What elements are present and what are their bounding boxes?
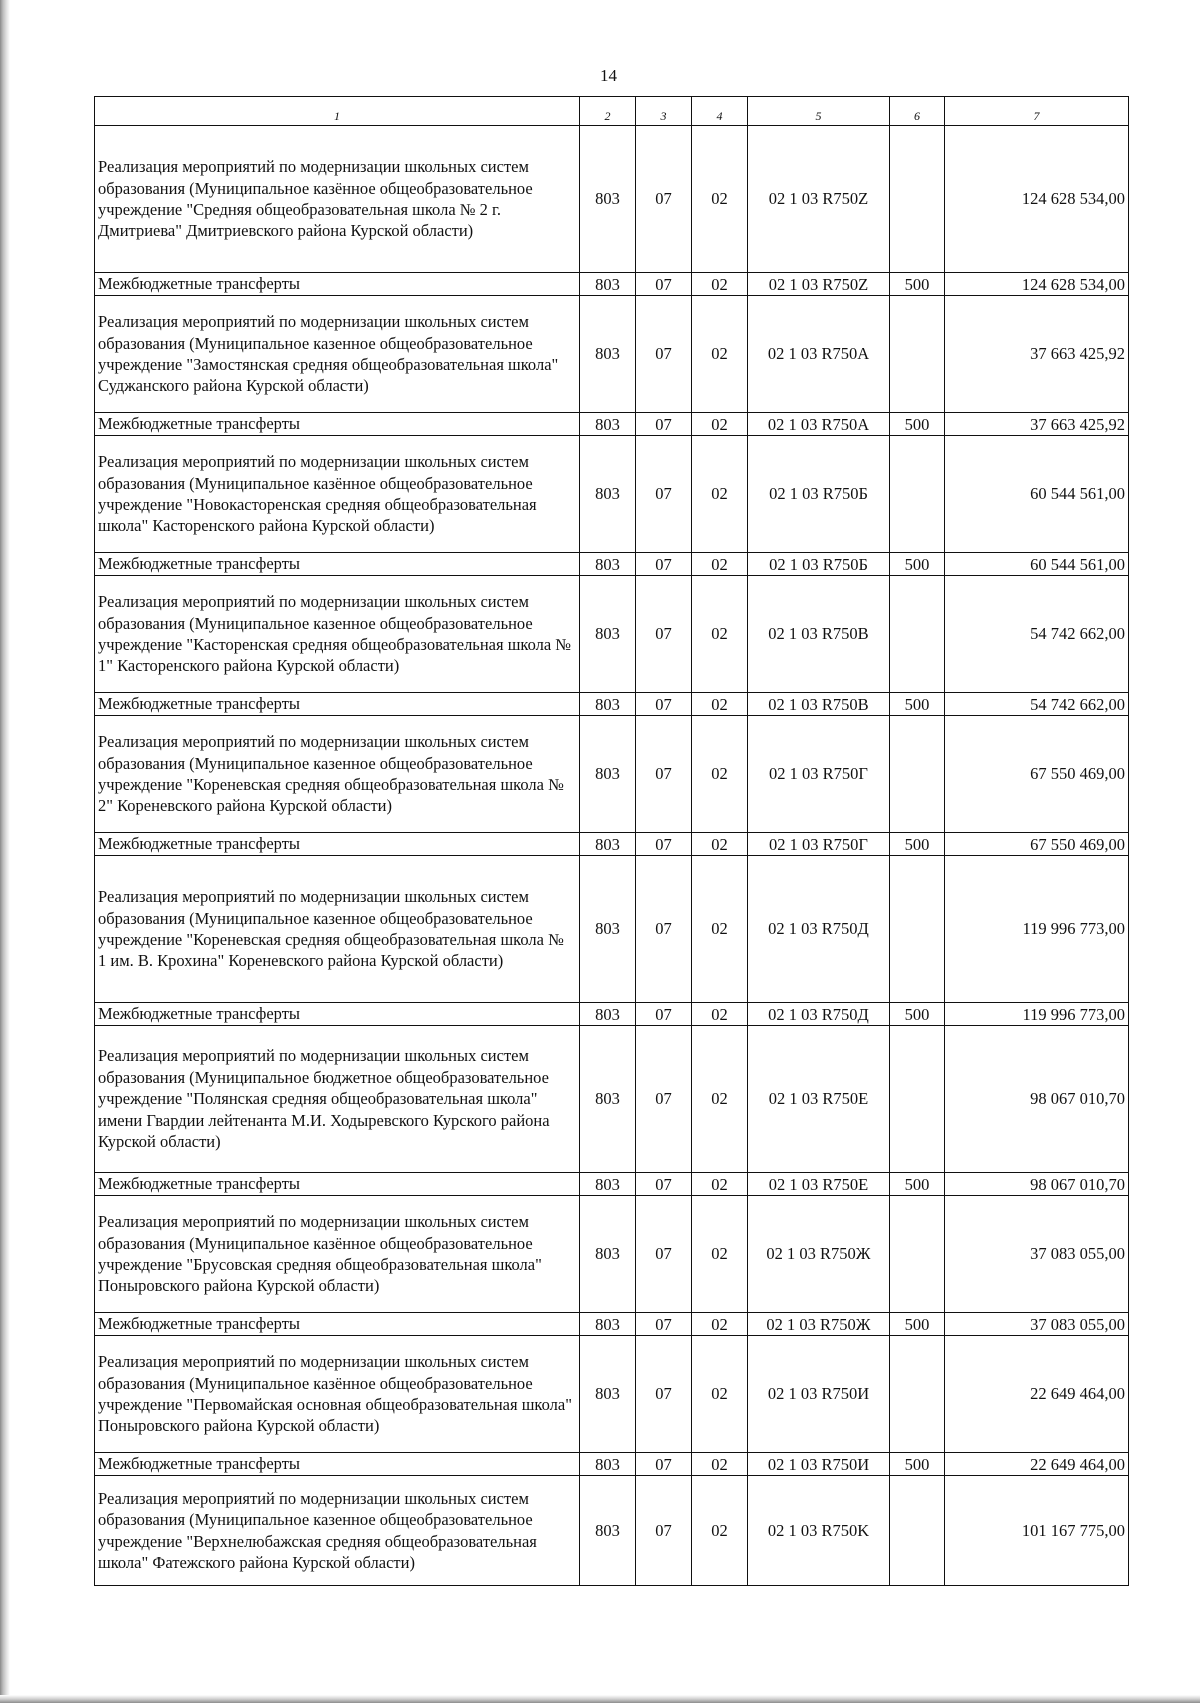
column-number-header: 2 [580,97,636,126]
row-description: Межбюджетные трансферты [95,273,580,296]
program-row [95,126,1129,273]
target-article-code: 02 1 03 R750Б [748,436,890,553]
interbudget-transfer-row [95,1453,1129,1476]
program-row [95,576,1129,693]
expense-type-code: 500 [890,1003,945,1026]
target-article-code: 02 1 03 R750Z [748,126,890,273]
interbudget-transfer-row [95,1313,1129,1336]
section-code: 07 [636,716,692,833]
subsection-code: 02 [692,1453,748,1476]
amount: 98 067 010,70 [945,1173,1129,1196]
section-code: 07 [636,1196,692,1313]
amount: 22 649 464,00 [945,1336,1129,1453]
row-description: Реализация мероприятий по модернизации школьных систем образования (Муниципальное казенное общеобразовательное учреждение "Касторенская средняя общеобразовательная школа № 1" Касторенского района Курской области) [95,576,580,693]
target-article-code: 02 1 03 R750Д [748,1003,890,1026]
amount: 37 083 055,00 [945,1313,1129,1336]
target-article-code: 02 1 03 R750A [748,296,890,413]
subsection-code: 02 [692,1313,748,1336]
subsection-code: 02 [692,716,748,833]
subsection-code: 02 [692,1196,748,1313]
ministry-code: 803 [580,436,636,553]
amount: 101 167 775,00 [945,1476,1129,1586]
expense-type-code [890,576,945,693]
subsection-code: 02 [692,1026,748,1173]
expense-type-code: 500 [890,1453,945,1476]
amount: 67 550 469,00 [945,833,1129,856]
target-article-code: 02 1 03 R750K [748,1476,890,1586]
section-code: 07 [636,1003,692,1026]
program-row [95,856,1129,1003]
section-code: 07 [636,1173,692,1196]
target-article-code: 02 1 03 R750B [748,693,890,716]
scan-edge-left [0,0,10,1703]
ministry-code: 803 [580,856,636,1003]
section-code: 07 [636,1313,692,1336]
interbudget-transfer-row [95,553,1129,576]
section-code: 07 [636,693,692,716]
ministry-code: 803 [580,553,636,576]
budget-table [94,96,1129,1586]
section-code: 07 [636,576,692,693]
ministry-code: 803 [580,1453,636,1476]
row-description: Реализация мероприятий по модернизации школьных систем образования (Муниципальное казённое общеобразовательное учреждение "Первомайская основная общеобразовательная школа" Поныровского района Курской области) [95,1336,580,1453]
expense-type-code [890,126,945,273]
expense-type-code: 500 [890,693,945,716]
amount: 124 628 534,00 [945,273,1129,296]
row-description: Реализация мероприятий по модернизации школьных систем образования (Муниципальное казённое общеобразовательное учреждение "Брусовская средняя общеобразовательная школа" Поныровского района Курской области) [95,1196,580,1313]
program-row [95,1336,1129,1453]
subsection-code: 02 [692,1476,748,1586]
subsection-code: 02 [692,436,748,553]
row-description: Реализация мероприятий по модернизации школьных систем образования (Муниципальное казенное общеобразовательное учреждение "Кореневская средняя общеобразовательная школа № 1 им. В. Крохина" Кореневского района Курской области) [95,856,580,1003]
subsection-code: 02 [692,273,748,296]
subsection-code: 02 [692,553,748,576]
program-row [95,1196,1129,1313]
subsection-code: 02 [692,693,748,716]
expense-type-code [890,1336,945,1453]
section-code: 07 [636,833,692,856]
ministry-code: 803 [580,1313,636,1336]
ministry-code: 803 [580,1336,636,1453]
amount: 60 544 561,00 [945,436,1129,553]
amount: 98 067 010,70 [945,1026,1129,1173]
interbudget-transfer-row [95,833,1129,856]
row-description: Межбюджетные трансферты [95,1453,580,1476]
amount: 67 550 469,00 [945,716,1129,833]
expense-type-code: 500 [890,413,945,436]
expense-type-code [890,716,945,833]
subsection-code: 02 [692,1003,748,1026]
target-article-code: 02 1 03 R750Д [748,856,890,1003]
row-description: Межбюджетные трансферты [95,1003,580,1026]
subsection-code: 02 [692,296,748,413]
target-article-code: 02 1 03 R750Г [748,833,890,856]
row-description: Реализация мероприятий по модернизации школьных систем образования (Муниципальное бюджетное общеобразовательное учреждение "Полянская средняя общеобразовательная школа" имени Гвардии лейтенанта М.И. Ходыревского Курского района Курской области) [95,1026,580,1173]
column-number-header: 6 [890,97,945,126]
interbudget-transfer-row [95,1003,1129,1026]
ministry-code: 803 [580,716,636,833]
subsection-code: 02 [692,126,748,273]
column-number-header: 4 [692,97,748,126]
target-article-code: 02 1 03 R750И [748,1336,890,1453]
expense-type-code: 500 [890,833,945,856]
row-description: Межбюджетные трансферты [95,1313,580,1336]
column-number-header: 5 [748,97,890,126]
subsection-code: 02 [692,1173,748,1196]
target-article-code: 02 1 03 R750Ж [748,1313,890,1336]
expense-type-code [890,436,945,553]
section-code: 07 [636,1476,692,1586]
target-article-code: 02 1 03 R750Г [748,716,890,833]
row-description: Реализация мероприятий по модернизации школьных систем образования (Муниципальное казённое общеобразовательное учреждение "Средняя общеобразовательная школа № 2 г. Дмитриева" Дмитриевского района Курской области) [95,126,580,273]
amount: 119 996 773,00 [945,856,1129,1003]
target-article-code: 02 1 03 R750Б [748,553,890,576]
amount: 119 996 773,00 [945,1003,1129,1026]
section-code: 07 [636,1026,692,1173]
expense-type-code [890,856,945,1003]
interbudget-transfer-row [95,413,1129,436]
amount: 37 663 425,92 [945,413,1129,436]
amount: 60 544 561,00 [945,553,1129,576]
row-description: Межбюджетные трансферты [95,693,580,716]
ministry-code: 803 [580,576,636,693]
program-row [95,1026,1129,1173]
scan-edge-bottom [0,1695,1200,1703]
target-article-code: 02 1 03 R750Z [748,273,890,296]
ministry-code: 803 [580,126,636,273]
amount: 22 649 464,00 [945,1453,1129,1476]
program-row [95,1476,1129,1586]
column-number-header: 7 [945,97,1129,126]
subsection-code: 02 [692,833,748,856]
column-number-header: 3 [636,97,692,126]
subsection-code: 02 [692,576,748,693]
expense-type-code [890,1026,945,1173]
program-row [95,296,1129,413]
amount: 54 742 662,00 [945,576,1129,693]
subsection-code: 02 [692,413,748,436]
row-description: Реализация мероприятий по модернизации школьных систем образования (Муниципальное казенное общеобразовательное учреждение "Кореневская средняя общеобразовательная школа № 2" Кореневского района Курской области) [95,716,580,833]
ministry-code: 803 [580,1196,636,1313]
ministry-code: 803 [580,1173,636,1196]
section-code: 07 [636,856,692,1003]
row-description: Межбюджетные трансферты [95,553,580,576]
expense-type-code: 500 [890,273,945,296]
column-number-row [95,97,1129,126]
column-number-header: 1 [95,97,580,126]
subsection-code: 02 [692,1336,748,1453]
amount: 37 083 055,00 [945,1196,1129,1313]
amount: 124 628 534,00 [945,126,1129,273]
target-article-code: 02 1 03 R750B [748,576,890,693]
target-article-code: 02 1 03 R750E [748,1173,890,1196]
subsection-code: 02 [692,856,748,1003]
section-code: 07 [636,296,692,413]
row-description: Межбюджетные трансферты [95,833,580,856]
row-description: Межбюджетные трансферты [95,413,580,436]
amount: 37 663 425,92 [945,296,1129,413]
expense-type-code: 500 [890,1313,945,1336]
target-article-code: 02 1 03 R750И [748,1453,890,1476]
interbudget-transfer-row [95,273,1129,296]
section-code: 07 [636,436,692,553]
expense-type-code [890,1476,945,1586]
section-code: 07 [636,553,692,576]
ministry-code: 803 [580,833,636,856]
target-article-code: 02 1 03 R750Ж [748,1196,890,1313]
program-row [95,436,1129,553]
row-description: Межбюджетные трансферты [95,1173,580,1196]
ministry-code: 803 [580,413,636,436]
row-description: Реализация мероприятий по модернизации школьных систем образования (Муниципальное казённое общеобразовательное учреждение "Новокасторенская средняя общеобразовательная школа" Касторенского района Курской области) [95,436,580,553]
interbudget-transfer-row [95,693,1129,716]
program-row [95,716,1129,833]
section-code: 07 [636,273,692,296]
interbudget-transfer-row [95,1173,1129,1196]
ministry-code: 803 [580,296,636,413]
page-number: 14 [600,66,617,85]
section-code: 07 [636,1336,692,1453]
expense-type-code [890,296,945,413]
ministry-code: 803 [580,1476,636,1586]
ministry-code: 803 [580,1003,636,1026]
section-code: 07 [636,1453,692,1476]
ministry-code: 803 [580,1026,636,1173]
expense-type-code [890,1196,945,1313]
row-description: Реализация мероприятий по модернизации школьных систем образования (Муниципальное казенное общеобразовательное учреждение "Замостянская средняя общеобразовательная школа" Суджанского района Курской области) [95,296,580,413]
expense-type-code: 500 [890,553,945,576]
row-description: Реализация мероприятий по модернизации школьных систем образования (Муниципальное казенное общеобразовательное учреждение "Верхнелюбажская средняя общеобразовательная школа" Фатежского района Курской области) [95,1476,580,1586]
section-code: 07 [636,126,692,273]
target-article-code: 02 1 03 R750A [748,413,890,436]
ministry-code: 803 [580,693,636,716]
target-article-code: 02 1 03 R750E [748,1026,890,1173]
section-code: 07 [636,413,692,436]
amount: 54 742 662,00 [945,693,1129,716]
ministry-code: 803 [580,273,636,296]
expense-type-code: 500 [890,1173,945,1196]
